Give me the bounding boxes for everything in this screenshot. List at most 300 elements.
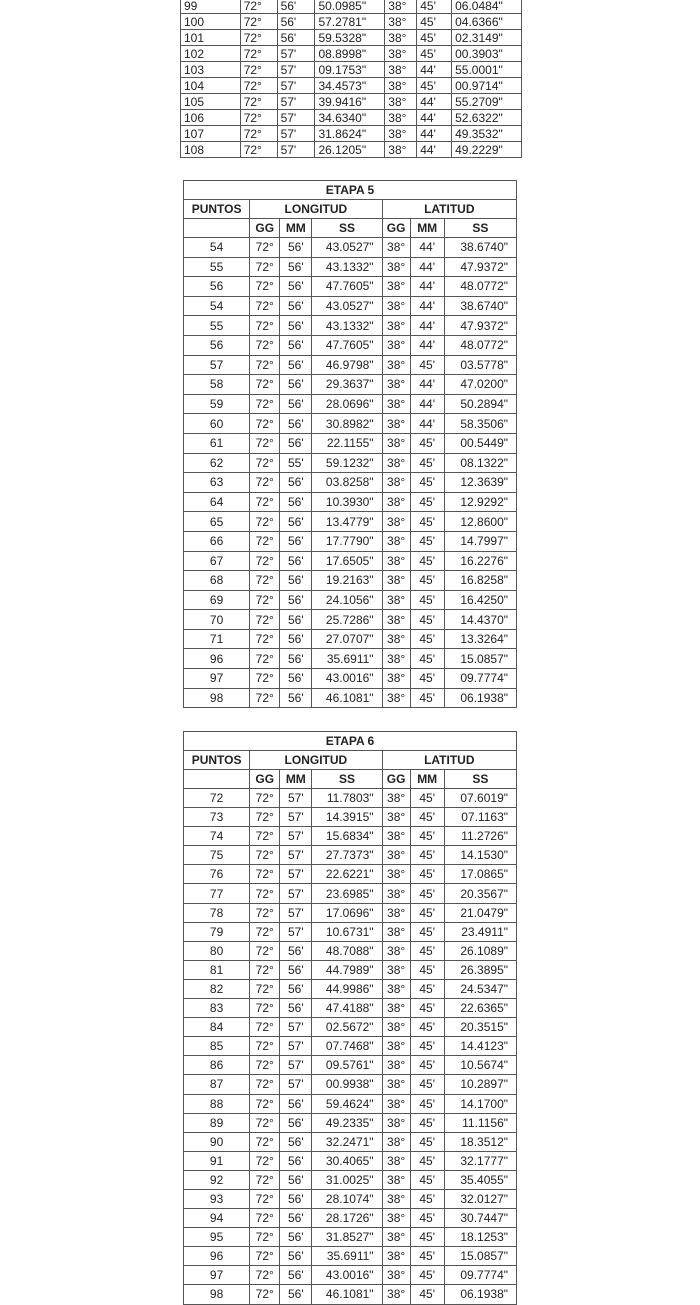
lat-degrees-cell: 38° (382, 865, 410, 884)
lon-minutes-cell: 56' (280, 394, 312, 414)
lon-seconds-cell: 10.6731" (312, 922, 382, 941)
lat-seconds-cell: 30.7447" (444, 1209, 516, 1228)
lat-minutes-cell: 45' (410, 433, 444, 453)
point-cell: 99 (181, 0, 241, 14)
lon-minutes-cell: 57' (277, 94, 315, 110)
lon-seconds-cell: 14.3915" (312, 808, 382, 827)
lon-minutes-cell: 57' (280, 884, 312, 903)
lat-seconds-cell: 11.2726" (444, 827, 516, 846)
lon-seconds-cell: 08.8998" (315, 46, 385, 62)
lat-seconds-cell: 47.9372" (444, 257, 516, 277)
point-cell: 57 (184, 355, 250, 375)
lon-minutes-cell: 57' (277, 126, 315, 142)
point-cell: 72 (184, 789, 250, 808)
lat-degrees-cell: 38° (382, 1018, 410, 1037)
lat-seconds-cell: 09.7774" (444, 1266, 516, 1285)
lat-minutes-cell: 45' (410, 512, 444, 532)
lon-seconds-cell: 28.0696" (312, 394, 382, 414)
lat-seconds-cell: 52.6322" (452, 110, 522, 126)
lon-seconds-cell: 46.1081" (312, 688, 382, 708)
lon-minutes-cell: 56' (277, 30, 315, 46)
lon-minutes-cell: 56' (280, 1228, 312, 1247)
lon-minutes-cell: 57' (280, 1037, 312, 1056)
lat-degrees-cell: 38° (382, 492, 410, 512)
lon-degrees-cell: 72° (250, 884, 280, 903)
lat-minutes-cell: 45' (410, 1113, 444, 1132)
lon-minutes-cell: 56' (280, 492, 312, 512)
table-row (184, 414, 517, 434)
lat-mm-header: MM (410, 219, 444, 238)
longitude-header: LONGITUD (250, 200, 382, 219)
etapa-5-table (183, 180, 517, 708)
lat-seconds-cell: 58.3506" (444, 414, 516, 434)
lon-minutes-cell: 56' (280, 669, 312, 689)
point-cell: 54 (184, 238, 250, 258)
lon-degrees-cell: 72° (250, 473, 280, 493)
lon-degrees-cell: 72° (250, 789, 280, 808)
lon-seconds-cell: 22.6221" (312, 865, 382, 884)
lat-minutes-cell: 45' (410, 629, 444, 649)
table-row (184, 827, 517, 846)
lon-degrees-cell: 72° (250, 1151, 280, 1170)
table-row (184, 375, 517, 395)
point-cell: 55 (184, 257, 250, 277)
lon-minutes-cell: 56' (280, 629, 312, 649)
point-cell: 65 (184, 512, 250, 532)
lat-seconds-cell: 14.1530" (444, 846, 516, 865)
lon-seconds-cell: 34.4573" (315, 78, 385, 94)
lat-degrees-cell: 38° (385, 62, 417, 78)
lat-minutes-cell: 45' (410, 1170, 444, 1189)
lon-seconds-cell: 02.5672" (312, 1018, 382, 1037)
lon-minutes-cell: 56' (280, 277, 312, 297)
lon-minutes-cell: 57' (280, 1018, 312, 1037)
lon-seconds-cell: 35.6911" (312, 1247, 382, 1266)
lat-seconds-cell: 32.0127" (444, 1189, 516, 1208)
lon-degrees-cell: 72° (250, 629, 280, 649)
lon-degrees-cell: 72° (250, 1037, 280, 1056)
lon-degrees-cell: 72° (240, 78, 277, 94)
table-row (181, 78, 522, 94)
lat-seconds-cell: 48.0772" (444, 335, 516, 355)
lat-degrees-cell: 38° (385, 0, 417, 14)
table-row (184, 846, 517, 865)
table-row (184, 1094, 517, 1113)
lon-degrees-cell: 72° (240, 142, 277, 158)
lat-seconds-cell: 20.3515" (444, 1018, 516, 1037)
table-row (184, 571, 517, 591)
table-row (184, 960, 517, 979)
lon-seconds-cell: 59.1232" (312, 453, 382, 473)
lon-minutes-cell: 56' (280, 688, 312, 708)
lat-degrees-cell: 38° (382, 1266, 410, 1285)
lon-seconds-cell: 17.7790" (312, 531, 382, 551)
lat-seconds-cell: 32.1777" (444, 1151, 516, 1170)
point-cell: 95 (184, 1228, 250, 1247)
lon-degrees-cell: 72° (240, 62, 277, 78)
table-row (181, 30, 522, 46)
lat-minutes-cell: 45' (410, 649, 444, 669)
table-row (184, 808, 517, 827)
lat-degrees-cell: 38° (382, 414, 410, 434)
point-cell: 101 (181, 30, 241, 46)
lon-minutes-cell: 56' (280, 355, 312, 375)
lat-seconds-cell: 22.6365" (444, 999, 516, 1018)
lon-seconds-cell: 11.7803" (312, 789, 382, 808)
lat-degrees-cell: 38° (382, 688, 410, 708)
lat-minutes-cell: 45' (410, 1075, 444, 1094)
lat-minutes-cell: 45' (410, 999, 444, 1018)
lat-seconds-cell: 20.3567" (444, 884, 516, 903)
lon-degrees-cell: 72° (250, 531, 280, 551)
lat-degrees-cell: 38° (382, 808, 410, 827)
table-row (184, 1075, 517, 1094)
lon-minutes-cell: 56' (280, 433, 312, 453)
lat-mm-header: MM (410, 770, 444, 789)
table-row (184, 1189, 517, 1208)
lat-seconds-cell: 11.1156" (444, 1113, 516, 1132)
lat-degrees-cell: 38° (385, 46, 417, 62)
lon-minutes-cell: 56' (280, 1285, 312, 1304)
lon-minutes-cell: 56' (280, 1151, 312, 1170)
lat-degrees-cell: 38° (382, 335, 410, 355)
lon-seconds-cell: 44.9986" (312, 979, 382, 998)
lon-seconds-cell: 43.0527" (312, 296, 382, 316)
table-row (184, 1151, 517, 1170)
table-row (181, 14, 522, 30)
lon-degrees-cell: 72° (250, 846, 280, 865)
lat-degrees-cell: 38° (382, 1228, 410, 1247)
lat-degrees-cell: 38° (382, 1247, 410, 1266)
lat-minutes-cell: 45' (410, 808, 444, 827)
table-row (184, 688, 517, 708)
table-row (184, 355, 517, 375)
lat-seconds-cell: 06.1938" (444, 688, 516, 708)
lat-degrees-cell: 38° (382, 531, 410, 551)
table-body (181, 0, 522, 158)
point-cell: 105 (181, 94, 241, 110)
lat-seconds-cell: 14.1700" (444, 1094, 516, 1113)
lat-minutes-cell: 44' (410, 414, 444, 434)
lon-minutes-cell: 57' (277, 110, 315, 126)
lon-degrees-cell: 72° (250, 941, 280, 960)
table-row (184, 789, 517, 808)
lat-degrees-cell: 38° (385, 142, 417, 158)
lon-degrees-cell: 72° (240, 30, 277, 46)
lat-degrees-cell: 38° (382, 433, 410, 453)
point-cell: 88 (184, 1094, 250, 1113)
lon-minutes-cell: 56' (280, 571, 312, 591)
lat-degrees-cell: 38° (382, 571, 410, 591)
point-cell: 78 (184, 903, 250, 922)
lon-degrees-cell: 72° (250, 610, 280, 630)
lon-minutes-cell: 56' (280, 999, 312, 1018)
lon-degrees-cell: 72° (250, 316, 280, 336)
point-cell: 97 (184, 1266, 250, 1285)
lat-minutes-cell: 45' (410, 1037, 444, 1056)
lat-degrees-cell: 38° (382, 1094, 410, 1113)
lat-seconds-cell: 04.6366" (452, 14, 522, 30)
lon-minutes-cell: 57' (280, 789, 312, 808)
point-cell: 59 (184, 394, 250, 414)
table-row (184, 1228, 517, 1247)
point-cell: 103 (181, 62, 241, 78)
point-cell: 54 (184, 296, 250, 316)
lat-seconds-cell: 00.3903" (452, 46, 522, 62)
point-cell: 67 (184, 551, 250, 571)
lat-minutes-cell: 45' (410, 669, 444, 689)
lon-seconds-cell: 48.7088" (312, 941, 382, 960)
lat-minutes-cell: 45' (417, 0, 452, 14)
table-row (184, 1285, 517, 1304)
point-cell: 92 (184, 1170, 250, 1189)
lon-seconds-cell: 59.5328" (315, 30, 385, 46)
lat-minutes-cell: 44' (410, 238, 444, 258)
lon-seconds-cell: 46.9798" (312, 355, 382, 375)
lon-degrees-cell: 72° (250, 999, 280, 1018)
lon-seconds-cell: 44.7989" (312, 960, 382, 979)
lon-degrees-cell: 72° (250, 1132, 280, 1151)
point-cell: 74 (184, 827, 250, 846)
lon-degrees-cell: 72° (250, 1170, 280, 1189)
lat-minutes-cell: 44' (417, 94, 452, 110)
lon-degrees-cell: 72° (240, 14, 277, 30)
lon-seconds-cell: 13.4779" (312, 512, 382, 532)
lat-degrees-cell: 38° (382, 1285, 410, 1304)
table-row (184, 1113, 517, 1132)
table-row (184, 492, 517, 512)
lat-minutes-cell: 45' (410, 531, 444, 551)
table-row (184, 1170, 517, 1189)
point-cell: 69 (184, 590, 250, 610)
lon-seconds-cell: 25.7286" (312, 610, 382, 630)
lon-minutes-cell: 56' (280, 375, 312, 395)
point-cell: 73 (184, 808, 250, 827)
lat-degrees-cell: 38° (382, 1170, 410, 1189)
lat-minutes-cell: 45' (410, 884, 444, 903)
lon-seconds-cell: 15.6834" (312, 827, 382, 846)
lon-degrees-cell: 72° (240, 0, 277, 14)
lon-degrees-cell: 72° (250, 1113, 280, 1132)
table-row (184, 296, 517, 316)
lon-mm-header: MM (280, 219, 312, 238)
lon-minutes-cell: 57' (280, 865, 312, 884)
lon-degrees-cell: 72° (250, 1075, 280, 1094)
lat-seconds-cell: 16.8258" (444, 571, 516, 591)
lon-seconds-cell: 47.7605" (312, 277, 382, 297)
table-row (181, 94, 522, 110)
lat-seconds-cell: 12.9292" (444, 492, 516, 512)
lon-seconds-cell: 49.2335" (312, 1113, 382, 1132)
lat-minutes-cell: 45' (410, 1151, 444, 1170)
lat-minutes-cell: 45' (410, 590, 444, 610)
lon-minutes-cell: 56' (280, 512, 312, 532)
point-cell: 76 (184, 865, 250, 884)
lon-degrees-cell: 72° (250, 335, 280, 355)
point-cell: 80 (184, 941, 250, 960)
lat-seconds-cell: 16.2276" (444, 551, 516, 571)
table-body (184, 238, 517, 708)
lon-minutes-cell: 56' (280, 1266, 312, 1285)
lon-seconds-cell: 43.0527" (312, 238, 382, 258)
lon-minutes-cell: 56' (280, 610, 312, 630)
point-cell: 56 (184, 335, 250, 355)
lon-minutes-cell: 57' (280, 827, 312, 846)
lon-seconds-cell: 24.1056" (312, 590, 382, 610)
table-row (184, 433, 517, 453)
point-cell: 91 (184, 1151, 250, 1170)
lon-degrees-cell: 72° (250, 453, 280, 473)
point-cell: 107 (181, 126, 241, 142)
lat-minutes-cell: 45' (410, 1228, 444, 1247)
lat-seconds-cell: 38.6740" (444, 296, 516, 316)
lat-seconds-cell: 48.0772" (444, 277, 516, 297)
lon-seconds-cell: 30.4065" (312, 1151, 382, 1170)
lat-minutes-cell: 44' (410, 257, 444, 277)
lon-degrees-cell: 72° (250, 492, 280, 512)
lat-degrees-cell: 38° (382, 375, 410, 395)
lat-minutes-cell: 45' (410, 827, 444, 846)
lat-seconds-cell: 18.3512" (444, 1132, 516, 1151)
lat-minutes-cell: 45' (410, 1018, 444, 1037)
lon-degrees-cell: 72° (250, 296, 280, 316)
lon-degrees-cell: 72° (250, 277, 280, 297)
lon-degrees-cell: 72° (250, 865, 280, 884)
point-cell: 106 (181, 110, 241, 126)
lon-minutes-cell: 56' (280, 1170, 312, 1189)
lat-ss-header: SS (444, 770, 516, 789)
lon-degrees-cell: 72° (250, 238, 280, 258)
table-row (184, 257, 517, 277)
point-cell: 93 (184, 1189, 250, 1208)
lon-degrees-cell: 72° (250, 394, 280, 414)
lat-minutes-cell: 45' (410, 355, 444, 375)
lon-minutes-cell: 55' (280, 453, 312, 473)
lon-seconds-cell: 09.1753" (315, 62, 385, 78)
lon-seconds-cell: 47.7605" (312, 335, 382, 355)
table-row (181, 142, 522, 158)
lat-degrees-cell: 38° (382, 846, 410, 865)
lon-degrees-cell: 72° (250, 669, 280, 689)
lat-seconds-cell: 12.3639" (444, 473, 516, 493)
table-row (181, 62, 522, 78)
table-row (184, 590, 517, 610)
lon-seconds-cell: 39.9416" (315, 94, 385, 110)
lat-degrees-cell: 38° (385, 94, 417, 110)
lat-degrees-cell: 38° (382, 316, 410, 336)
lat-minutes-cell: 45' (410, 846, 444, 865)
lon-minutes-cell: 56' (280, 1132, 312, 1151)
point-cell: 75 (184, 846, 250, 865)
lat-seconds-cell: 09.7774" (444, 669, 516, 689)
table-row (181, 126, 522, 142)
table-row (184, 238, 517, 258)
lon-minutes-cell: 56' (280, 296, 312, 316)
lat-degrees-cell: 38° (382, 394, 410, 414)
table-row (184, 335, 517, 355)
point-cell: 89 (184, 1113, 250, 1132)
point-cell: 63 (184, 473, 250, 493)
lat-minutes-cell: 45' (410, 453, 444, 473)
table-row (184, 394, 517, 414)
lon-minutes-cell: 56' (280, 531, 312, 551)
lat-seconds-cell: 14.4370" (444, 610, 516, 630)
point-cell: 66 (184, 531, 250, 551)
lon-seconds-cell: 17.6505" (312, 551, 382, 571)
point-cell: 79 (184, 922, 250, 941)
lat-minutes-cell: 45' (410, 1266, 444, 1285)
lon-minutes-cell: 57' (280, 922, 312, 941)
points-header: PUNTOS (184, 751, 250, 770)
lon-degrees-cell: 72° (250, 903, 280, 922)
lon-degrees-cell: 72° (250, 1285, 280, 1304)
lon-seconds-cell: 30.8982" (312, 414, 382, 434)
lon-minutes-cell: 56' (280, 551, 312, 571)
lat-degrees-cell: 38° (382, 789, 410, 808)
lat-minutes-cell: 44' (410, 316, 444, 336)
lon-degrees-cell: 72° (250, 1247, 280, 1266)
lon-seconds-cell: 27.7373" (312, 846, 382, 865)
point-cell: 56 (184, 277, 250, 297)
lat-degrees-cell: 38° (382, 827, 410, 846)
table-title: ETAPA 5 (184, 181, 517, 200)
lat-seconds-cell: 08.1322" (444, 453, 516, 473)
table-row (181, 0, 522, 14)
lon-degrees-cell: 72° (250, 688, 280, 708)
lon-seconds-cell: 28.1074" (312, 1189, 382, 1208)
lon-degrees-cell: 72° (240, 110, 277, 126)
lat-minutes-cell: 44' (410, 375, 444, 395)
table-row (184, 1056, 517, 1075)
lat-degrees-cell: 38° (382, 884, 410, 903)
lon-seconds-cell: 31.8527" (312, 1228, 382, 1247)
table-row (184, 473, 517, 493)
lat-seconds-cell: 55.0001" (452, 62, 522, 78)
lat-degrees-cell: 38° (382, 1209, 410, 1228)
lon-seconds-cell: 43.1332" (312, 316, 382, 336)
lon-seconds-cell: 22.1155" (312, 433, 382, 453)
point-cell: 84 (184, 1018, 250, 1037)
table-row (184, 979, 517, 998)
lon-minutes-cell: 56' (280, 1094, 312, 1113)
lon-minutes-cell: 56' (280, 979, 312, 998)
lon-minutes-cell: 56' (280, 960, 312, 979)
lon-minutes-cell: 57' (280, 1075, 312, 1094)
point-cell: 97 (184, 669, 250, 689)
point-cell: 82 (184, 979, 250, 998)
table-title: ETAPA 6 (184, 732, 517, 751)
lon-seconds-cell: 00.9938" (312, 1075, 382, 1094)
lat-seconds-cell: 15.0857" (444, 649, 516, 669)
lat-minutes-cell: 45' (410, 1247, 444, 1266)
table-row (184, 1132, 517, 1151)
lat-minutes-cell: 45' (410, 865, 444, 884)
lat-degrees-cell: 38° (382, 1189, 410, 1208)
table-row (184, 669, 517, 689)
lat-seconds-cell: 12.8600" (444, 512, 516, 532)
lon-seconds-cell: 10.3930" (312, 492, 382, 512)
lon-minutes-cell: 56' (280, 257, 312, 277)
lon-minutes-cell: 56' (280, 1209, 312, 1228)
lon-seconds-cell: 35.6911" (312, 649, 382, 669)
lon-degrees-cell: 72° (250, 1094, 280, 1113)
table-row (184, 999, 517, 1018)
lat-minutes-cell: 44' (410, 277, 444, 297)
lat-seconds-cell: 35.4055" (444, 1170, 516, 1189)
lat-seconds-cell: 02.3149" (452, 30, 522, 46)
lon-seconds-cell: 50.0985" (315, 0, 385, 14)
point-cell: 71 (184, 629, 250, 649)
